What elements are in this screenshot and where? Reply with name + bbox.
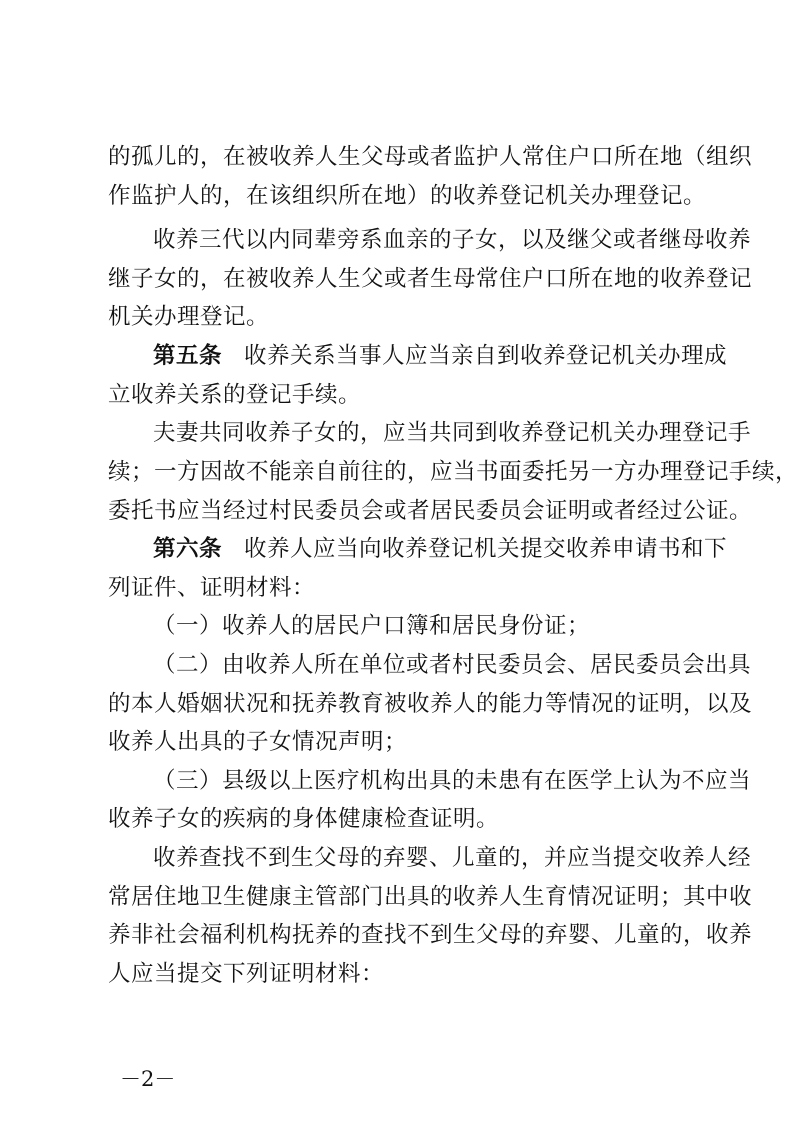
paragraph-line: 夫妻共同收养子女的，应当共同到收养登记机关办理登记手: [153, 420, 752, 446]
paragraph-line: 列证件、证明材料：: [108, 575, 316, 601]
article-five-line: [153, 341, 728, 371]
paragraph-line: 立收养关系的登记手续。: [108, 382, 362, 408]
paragraph-line: 养非社会福利机构抚养的查找不到生父母的弃婴、儿童的，收养: [108, 922, 753, 948]
article-five-text: 收养关系当事人应当亲自到收养登记机关办理成: [244, 343, 728, 369]
page-number: －2－: [120, 1067, 176, 1091]
article-six-text: 收养人应当向收养登记机关提交收养申请书和下: [244, 536, 728, 562]
paragraph-line: 收养查找不到生父母的弃婴、儿童的，并应当提交收养人经: [153, 845, 752, 871]
paragraph-line: 收养子女的疾病的身体健康检查证明。: [108, 806, 500, 832]
paragraph-line: 的本人婚姻状况和抚养教育被收养人的能力等情况的证明，以及: [108, 691, 753, 717]
paragraph-line: 收养人出具的子女情况声明；: [108, 729, 408, 755]
article-six-label: 第六条: [153, 536, 223, 562]
list-item: （二）由收养人所在单位或者村民委员会、居民委员会出具: [153, 652, 752, 678]
paragraph-line: 作监护人的，在该组织所在地）的收养登记机关办理登记。: [108, 183, 707, 209]
paragraph-line: 收养三代以内同辈旁系血亲的子女，以及继父或者继母收养: [153, 227, 752, 253]
paragraph-line: 人应当提交下列证明材料：: [108, 961, 385, 987]
paragraph-line: 机关办理登记。: [108, 304, 270, 330]
paragraph-line: 续；一方因故不能亲自前往的，应当书面委托另一方办理登记手续，: [108, 459, 798, 485]
paragraph-line: 的孤儿的，在被收养人生父母或者监护人常住户口所在地（组织: [108, 144, 753, 170]
list-item: （一）收养人的居民户口簿和居民身份证；: [153, 613, 591, 639]
list-item: （三）县级以上医疗机构出具的未患有在医学上认为不应当: [153, 768, 752, 794]
article-five-label: 第五条: [153, 343, 223, 369]
article-six-line: [153, 534, 728, 564]
paragraph-line: 常居住地卫生健康主管部门出具的收养人生育情况证明；其中收: [108, 884, 753, 910]
paragraph-line: 继子女的，在被收养人生父或者生母常住户口所在地的收养登记: [108, 266, 753, 292]
paragraph-line: 委托书应当经过村民委员会或者居民委员会证明或者经过公证。: [108, 498, 753, 524]
